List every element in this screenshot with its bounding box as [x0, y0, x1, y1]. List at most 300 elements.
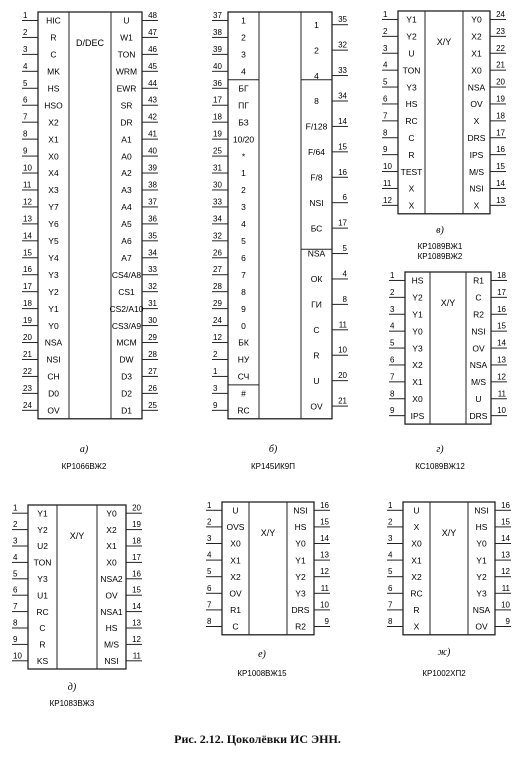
pin-number: 3 [390, 304, 395, 314]
pin-number: 28 [148, 349, 157, 359]
subfigure-letter: б) [268, 444, 278, 455]
pin-signal: CH [47, 371, 60, 382]
pin-number: 9 [383, 145, 388, 155]
pin-number: 33 [148, 265, 157, 275]
pin-number: 33 [338, 66, 347, 76]
pin-signal: X2 [48, 117, 59, 128]
pin-signal: X0 [106, 557, 117, 568]
chip-function-label: X/Y [440, 298, 456, 308]
pin-number: 3 [213, 383, 218, 393]
pin-signal: X2 [106, 524, 117, 535]
pin-number: 23 [496, 26, 505, 36]
pin-signal: 2 [241, 32, 246, 43]
pin-signal: OVS [226, 522, 245, 533]
pin-signal: 0 [241, 320, 246, 331]
pin-signal: CS4/A8 [111, 269, 142, 280]
pin-number: 7 [388, 600, 393, 610]
pin-signal: NSA1 [100, 606, 123, 617]
pin-number: 8 [388, 617, 393, 626]
pin-signal: U [408, 48, 415, 59]
pin-number: 10 [13, 651, 22, 661]
pin-number: 13 [501, 550, 510, 560]
part-number: КР1066ВЖ2 [61, 462, 107, 471]
pin-signal: Y1 [48, 303, 59, 314]
pin-number: 17 [132, 552, 141, 562]
pin-signal: C [50, 49, 57, 60]
subfigure-letter: ж) [437, 647, 451, 658]
chip-a [22, 11, 158, 471]
pin-number: 22 [496, 43, 505, 53]
pin-number: 3 [388, 534, 393, 543]
pin-number: 19 [132, 520, 141, 530]
pin-signal: C [39, 623, 46, 634]
pin-signal: M/S [470, 377, 487, 388]
pin-signal: D3 [121, 371, 132, 382]
pin-signal: NSA2 [100, 574, 123, 584]
pin-signal: ГИ [311, 299, 322, 310]
pin-signal: Y2 [406, 31, 417, 42]
pin-signal: NSI [104, 656, 119, 666]
pin-number: 41 [148, 129, 157, 139]
pin-number: 9 [213, 400, 218, 410]
pin-signal: Y2 [37, 524, 48, 535]
pin-number: 35 [148, 231, 157, 241]
pin-signal: A7 [121, 252, 132, 263]
pin-number: 37 [148, 197, 157, 207]
pin-signal: Y0 [471, 14, 482, 25]
pin-signal: ОК [310, 274, 323, 285]
pin-signal: DRS [469, 410, 488, 421]
pin-signal: БС [310, 223, 323, 234]
pin-signal: 2 [241, 185, 246, 196]
pin-number: 6 [13, 585, 18, 595]
pin-number: 8 [390, 389, 395, 399]
pin-number: 9 [23, 146, 28, 156]
pin-signal: Y0 [48, 320, 59, 331]
pin-signal: NSI [293, 505, 308, 516]
pin-number: 27 [213, 265, 222, 275]
pin-signal: 1 [241, 15, 246, 26]
pin-number: 28 [213, 282, 222, 292]
pin-number: 46 [148, 44, 157, 54]
subfigure-letter: д) [67, 682, 77, 693]
pin-signal: X [408, 183, 415, 194]
pin-number: 1 [23, 10, 28, 20]
pin-signal: HS [47, 83, 60, 94]
pin-signal: X2 [411, 571, 422, 582]
pin-number: 11 [383, 178, 392, 188]
pin-signal: HS [294, 522, 307, 533]
pin-number: 31 [148, 299, 157, 309]
pin-signal: CS1 [118, 286, 135, 297]
pin-signal: D1 [121, 405, 132, 416]
pin-number: 18 [213, 112, 222, 122]
pin-number: 36 [148, 214, 157, 224]
pin-number: 7 [23, 112, 28, 122]
pin-signal: 1 [241, 168, 246, 179]
pin-number: 8 [383, 128, 388, 138]
pin-number: 21 [23, 349, 32, 359]
pin-signal: X0 [48, 151, 59, 162]
part-number: КР1089ВЖ2 [417, 252, 463, 261]
pin-number: 14 [132, 602, 141, 612]
pin-number: 20 [23, 333, 32, 343]
pin-number: 2 [13, 520, 18, 530]
pin-signal: X2 [230, 571, 241, 582]
pin-signal: MK [47, 66, 60, 77]
pin-number: 1 [13, 503, 18, 513]
pin-number: 34 [148, 248, 157, 258]
pin-signal: 1 [314, 19, 319, 30]
pin-signal: HS [105, 623, 118, 634]
pin-signal: U [475, 393, 482, 404]
pin-number: 13 [496, 195, 505, 205]
pin-number: 29 [148, 333, 157, 343]
pin-number: 14 [338, 116, 347, 126]
pin-signal: R1 [230, 605, 241, 616]
pin-number: 4 [390, 321, 395, 331]
pin-signal: Y1 [295, 555, 306, 566]
pin-number: 22 [23, 366, 32, 376]
pin-signal: Y0 [476, 538, 487, 549]
pin-signal: Y7 [48, 202, 59, 213]
pin-signal: EWR [116, 83, 137, 94]
pin-signal: 4 [314, 70, 319, 81]
figure-caption: Рис. 2.12. Цоколёвки ИС ЭНН. [174, 732, 341, 746]
pin-signal: НУ [237, 354, 250, 365]
part-number: КР1008ВЖ15 [237, 669, 287, 678]
pin-number: 25 [213, 146, 222, 156]
pin-number: 27 [148, 366, 157, 376]
pin-signal: Y0 [412, 326, 423, 337]
pin-signal: X0 [230, 538, 241, 549]
pin-signal: Y1 [412, 309, 423, 320]
pin-number: 32 [148, 282, 157, 292]
pin-signal: # [241, 388, 246, 399]
pin-signal: Y3 [37, 574, 48, 584]
pin-signal: 9 [241, 303, 246, 314]
pin-signal: Y1 [37, 508, 48, 519]
pin-number: 11 [501, 583, 510, 593]
pin-number: 15 [320, 517, 329, 527]
pin-signal: W1 [120, 32, 133, 43]
pin-signal: X2 [471, 31, 482, 42]
pin-signal: Y3 [412, 343, 423, 354]
pin-signal: TON [117, 49, 136, 60]
pin-number: 9 [390, 406, 395, 416]
pin-signal: R [50, 32, 57, 43]
pin-number: 6 [342, 193, 347, 203]
pin-signal: R [413, 605, 420, 616]
part-number: КР1002ХП2 [422, 669, 466, 678]
pin-number: 15 [338, 142, 347, 152]
pin-signal: HS [405, 99, 418, 110]
chip-d [12, 504, 142, 708]
pin-number: 10 [501, 600, 510, 610]
pin-number: 9 [324, 617, 329, 626]
pin-signal: 8 [241, 286, 246, 297]
pin-number: 1 [213, 366, 218, 376]
pin-signal: CS2/A10 [109, 303, 144, 314]
pin-signal: RC [410, 588, 423, 599]
pin-number: 20 [132, 503, 141, 513]
pin-signal: Y3 [476, 588, 487, 599]
pin-signal: NSI [469, 183, 484, 194]
pin-signal: Y2 [295, 571, 306, 582]
pin-signal: DW [119, 354, 134, 365]
pin-signal: Y3 [295, 588, 306, 599]
pin-signal: RC [405, 116, 418, 127]
pin-number: 14 [23, 231, 32, 241]
pin-number: 20 [496, 77, 505, 87]
pin-signal: M/S [468, 166, 485, 177]
pin-number: 5 [13, 569, 18, 579]
pin-signal: Y1 [406, 14, 417, 25]
pin-signal: SR [120, 100, 133, 111]
pin-number: 24 [496, 9, 505, 19]
pin-signal: NSI [46, 354, 61, 365]
pin-signal: OV [310, 401, 323, 412]
pin-signal: A2 [121, 168, 132, 179]
pin-signal: A6 [121, 236, 132, 247]
pin-number: 38 [148, 180, 157, 190]
pin-signal: 10/20 [232, 134, 255, 145]
pin-number: 4 [383, 60, 388, 70]
pin-signal: A0 [121, 151, 132, 162]
pin-signal: 2 [314, 45, 319, 56]
pin-signal: CS3/A9 [111, 320, 142, 331]
pin-signal: X4 [48, 168, 59, 179]
pin-number: 15 [132, 585, 141, 595]
pin-signal: OV [470, 99, 483, 110]
pin-signal: C [232, 621, 239, 632]
pin-number: 10 [497, 406, 506, 416]
pin-number: 47 [148, 27, 157, 37]
pin-number: 39 [148, 163, 157, 173]
pin-number: 12 [383, 195, 392, 205]
pin-number: 4 [342, 269, 347, 279]
pin-number: 8 [207, 617, 212, 626]
pin-number: 5 [23, 78, 28, 88]
pin-number: 18 [23, 299, 32, 309]
pin-signal: 4 [241, 66, 246, 77]
pin-signal: СЧ [237, 371, 250, 382]
pin-signal: NSA [467, 82, 486, 93]
pin-number: 19 [213, 129, 222, 139]
pin-signal: DRS [291, 605, 310, 616]
pin-number: 11 [320, 583, 329, 593]
pin-number: 1 [383, 9, 388, 19]
chip-function-label: X/Y [69, 531, 85, 541]
pin-signal: X1 [106, 541, 117, 552]
pin-number: 1 [390, 270, 395, 280]
pin-number: 8 [23, 129, 28, 139]
part-number: КС1089ВЖ12 [415, 462, 465, 471]
pin-number: 14 [501, 534, 510, 543]
pin-signal: X1 [471, 48, 482, 59]
pin-signal: 3 [241, 49, 246, 60]
pin-signal: X [473, 200, 480, 211]
pin-number: 5 [342, 244, 347, 254]
pin-signal: Y0 [295, 538, 306, 549]
pin-number: 13 [320, 550, 329, 560]
pin-signal: IPS [469, 149, 484, 160]
pin-signal: Y3 [48, 269, 59, 280]
pin-signal: NSA [307, 248, 326, 259]
pin-number: 7 [390, 372, 395, 382]
chip-zh [387, 501, 511, 678]
pin-number: 2 [390, 287, 395, 297]
pin-number: 9 [13, 634, 18, 644]
chip-b [212, 11, 348, 471]
pin-number: 17 [497, 287, 506, 297]
pin-signal: F/8 [310, 172, 323, 183]
pin-signal: WRM [115, 66, 138, 77]
pin-number: 11 [497, 389, 506, 399]
pin-number: 17 [213, 95, 222, 105]
pin-number: 39 [213, 44, 222, 54]
pin-signal: HIC [46, 15, 61, 26]
pin-signal: ПГ [238, 100, 249, 111]
part-number: КР1083ВЖ3 [49, 699, 95, 708]
pin-signal: X [408, 200, 415, 211]
pin-number: 13 [497, 355, 506, 365]
pin-signal: R2 [295, 621, 306, 632]
pin-number: 15 [496, 162, 505, 172]
pin-signal: MCM [116, 337, 137, 348]
pin-number: 17 [496, 128, 505, 138]
pin-signal: Y2 [48, 286, 59, 297]
pin-number: 37 [213, 10, 222, 20]
pin-signal: HS [411, 275, 424, 286]
pin-number: 1 [207, 500, 212, 510]
chip-function-label: D/DEC [75, 38, 105, 48]
pin-signal: D2 [121, 388, 132, 399]
pin-signal: X [413, 621, 420, 632]
pin-number: 10 [23, 163, 32, 173]
pin-signal: Y5 [48, 236, 59, 247]
pin-number: 12 [213, 333, 222, 343]
pin-number: 5 [388, 567, 393, 577]
pin-signal: R2 [473, 309, 484, 320]
pin-signal: OV [472, 343, 485, 354]
pin-number: 4 [388, 550, 393, 560]
pin-signal: X1 [48, 134, 59, 145]
pin-number: 40 [148, 146, 157, 156]
pin-number: 44 [148, 78, 157, 88]
pin-signal: TEST [400, 166, 423, 177]
pin-signal: Y3 [406, 82, 417, 93]
pin-number: 1 [388, 500, 393, 510]
pin-number: 12 [501, 567, 510, 577]
pin-signal: TON [402, 65, 421, 76]
pin-number: 8 [342, 294, 347, 304]
pin-signal: KS [36, 656, 49, 666]
pin-number: 11 [23, 180, 32, 190]
pin-number: 21 [496, 60, 505, 70]
pin-number: 34 [338, 91, 347, 101]
pin-signal: OV [229, 588, 242, 599]
pin-signal: X1 [411, 555, 422, 566]
pin-signal: A1 [121, 134, 132, 145]
pin-number: 16 [23, 265, 32, 275]
pin-number: 6 [388, 583, 393, 593]
chip-e [206, 501, 330, 678]
pin-number: 43 [148, 95, 157, 105]
pin-number: 40 [213, 61, 222, 71]
pin-number: 13 [132, 618, 141, 628]
pin-number: 15 [501, 517, 510, 527]
pin-number: 16 [501, 500, 510, 510]
pin-number: 7 [383, 111, 388, 121]
pin-signal: OV [105, 590, 118, 601]
pin-signal: X0 [411, 538, 422, 549]
pin-signal: RC [36, 606, 49, 617]
pin-number: 5 [383, 77, 388, 87]
pin-number: 7 [207, 600, 212, 610]
pin-signal: DR [120, 117, 133, 128]
pin-number: 14 [497, 338, 506, 348]
pin-number: 6 [390, 355, 395, 365]
pin-number: 26 [148, 383, 157, 393]
pin-number: 12 [320, 567, 329, 577]
pin-signal: Y1 [476, 555, 487, 566]
pin-signal: NSA [469, 360, 488, 371]
pin-signal: NSA [44, 337, 63, 348]
pin-signal: C [408, 132, 415, 143]
pin-signal: C [475, 292, 482, 303]
pin-signal: 8 [314, 96, 319, 107]
pin-signal: OV [475, 621, 488, 632]
pin-signal: X0 [412, 393, 423, 404]
pin-number: 29 [213, 299, 222, 309]
chip-function-label: X/Y [441, 528, 457, 538]
pin-signal: Y4 [48, 252, 59, 263]
pin-signal: U [123, 15, 130, 26]
pin-signal: R [313, 350, 320, 361]
pin-number: 14 [496, 178, 505, 188]
chip-function-label: X/Y [260, 528, 276, 538]
pin-number: 10 [383, 162, 392, 172]
pin-number: 16 [497, 304, 506, 314]
pin-signal: Y2 [412, 292, 423, 303]
pin-number: 35 [338, 15, 347, 25]
pin-number: 12 [23, 197, 32, 207]
pin-signal: NSI [309, 197, 324, 208]
pin-number: 15 [497, 321, 506, 331]
pin-number: 36 [213, 78, 222, 88]
pin-number: 26 [213, 248, 222, 258]
pin-number: 3 [13, 536, 18, 546]
pin-signal: X3 [48, 185, 59, 196]
pin-signal: X1 [230, 555, 241, 566]
chip-v [382, 10, 506, 261]
pin-signal: HS [475, 522, 488, 533]
pin-number: 17 [23, 282, 32, 292]
pin-number: 3 [207, 534, 212, 543]
pin-signal: БГ [238, 83, 249, 94]
pin-number: 6 [23, 95, 28, 105]
part-number: КР1089ВЖ1 [417, 242, 463, 251]
pin-number: 2 [388, 517, 393, 527]
pin-signal: OV [47, 405, 60, 416]
pin-signal: Y0 [106, 508, 117, 519]
pin-number: 24 [23, 400, 32, 410]
pin-number: 4 [207, 550, 212, 560]
subfigure-letter: а) [79, 444, 89, 455]
pin-number: 11 [132, 651, 141, 661]
pin-signal: U2 [37, 541, 48, 552]
